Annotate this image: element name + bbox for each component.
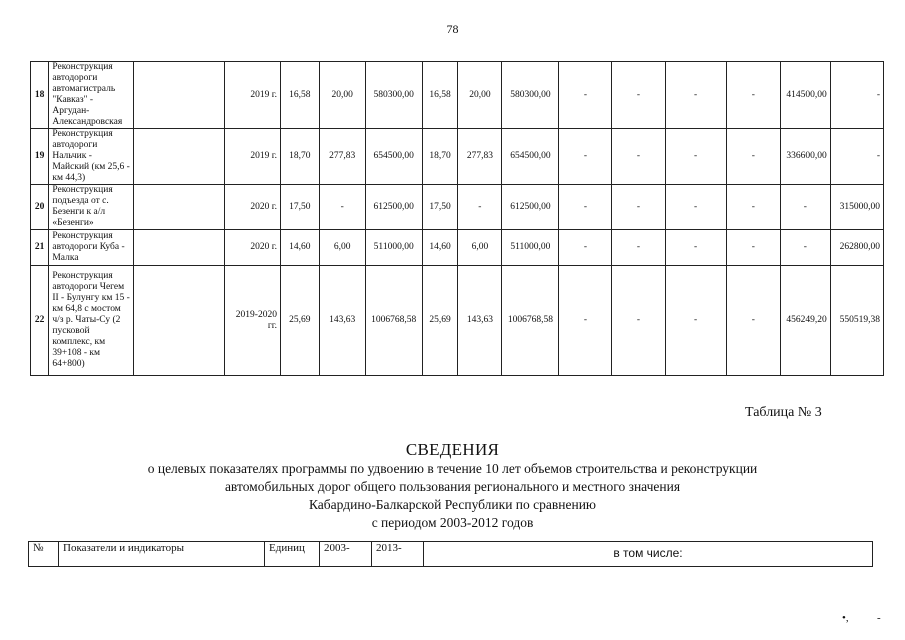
- cell-v3: 580300,00: [365, 62, 422, 129]
- cell-v4: 25,69: [422, 266, 458, 376]
- subtitle-line: автомобильных дорог общего пользования регионального и местного значения: [224, 479, 681, 494]
- cell-d3: -: [665, 129, 726, 185]
- cell-year: 2019 г.: [224, 129, 280, 185]
- roads-table: [30, 61, 884, 376]
- cell-name: Реконструкция автодороги Куба - Малка: [49, 230, 134, 266]
- cell-v7: -: [780, 185, 830, 230]
- cell-v7: 456249,20: [780, 266, 830, 376]
- subtitle-line: о целевых показателях программы по удвоению в течение 10 лет объемов строительства и реконструкции: [147, 461, 758, 476]
- cell-v8: 262800,00: [830, 230, 883, 266]
- subtitle-line: с периодом 2003-2012 годов: [371, 515, 534, 530]
- cell-d3: -: [665, 185, 726, 230]
- cell-v7: 414500,00: [780, 62, 830, 129]
- cell-year: 2019-2020 гг.: [224, 266, 280, 376]
- header-2013: 2013-: [372, 542, 424, 567]
- cell-col2: [134, 129, 225, 185]
- cell-v7: -: [780, 230, 830, 266]
- cell-year: 2020 г.: [224, 230, 280, 266]
- cell-v3: 1006768,58: [365, 266, 422, 376]
- table-row: [31, 62, 884, 129]
- cell-num: 18: [31, 62, 49, 129]
- cell-col2: [134, 185, 225, 230]
- cell-v6: 1006768,58: [502, 266, 559, 376]
- cell-v2: 143,63: [319, 266, 365, 376]
- cell-num: 21: [31, 230, 49, 266]
- cell-d1: -: [559, 230, 612, 266]
- cell-d2: -: [612, 230, 665, 266]
- cell-v3: 654500,00: [365, 129, 422, 185]
- cell-v8: 315000,00: [830, 185, 883, 230]
- cell-d2: -: [612, 62, 665, 129]
- subtitle-line: Кабардино-Балкарской Республики по сравнению: [308, 497, 597, 512]
- cell-v6: 654500,00: [502, 129, 559, 185]
- cell-d1: -: [559, 129, 612, 185]
- document-subtitle: [100, 460, 805, 532]
- cell-num: 22: [31, 266, 49, 376]
- table-row: [31, 129, 884, 185]
- cell-num: 19: [31, 129, 49, 185]
- cell-v3: 612500,00: [365, 185, 422, 230]
- table-row: [31, 185, 884, 230]
- cell-v2: 6,00: [319, 230, 365, 266]
- header-unit: Единиц: [265, 542, 320, 567]
- cell-num: 20: [31, 185, 49, 230]
- cell-v1: 18,70: [280, 129, 319, 185]
- document-title: СВЕДЕНИЯ: [405, 440, 500, 459]
- table-label: Таблица № 3: [745, 405, 822, 420]
- cell-v8: -: [830, 129, 883, 185]
- header-indicators: Показатели и индикаторы: [59, 542, 265, 567]
- cell-name: Реконструкция автодороги Нальчик - Майский (км 25,6 - км 44,3): [49, 129, 134, 185]
- cell-v1: 14,60: [280, 230, 319, 266]
- cell-d2: -: [612, 129, 665, 185]
- cell-v5: -: [458, 185, 502, 230]
- cell-v5: 6,00: [458, 230, 502, 266]
- cell-v1: 25,69: [280, 266, 319, 376]
- cell-v2: 20,00: [319, 62, 365, 129]
- cell-d1: -: [559, 266, 612, 376]
- cell-v5: 20,00: [458, 62, 502, 129]
- header-including: в том числе:: [424, 542, 873, 567]
- cell-d2: -: [612, 266, 665, 376]
- cell-d3: -: [665, 62, 726, 129]
- cell-v3: 511000,00: [365, 230, 422, 266]
- corner-mark: •,: [842, 612, 849, 624]
- cell-v8: 550519,38: [830, 266, 883, 376]
- cell-v6: 580300,00: [502, 62, 559, 129]
- cell-v6: 511000,00: [502, 230, 559, 266]
- cell-d4: -: [726, 129, 780, 185]
- cell-col2: [134, 62, 225, 129]
- cell-d4: -: [726, 266, 780, 376]
- cell-d3: -: [665, 230, 726, 266]
- cell-d4: -: [726, 230, 780, 266]
- cell-name: Реконструкция автодороги Чегем II - Булунгу км 15 - км 64,8 с мостом ч/з р. Чаты-Су (2 пусковой комплекс, км 39+108 - км 64+800): [49, 266, 134, 376]
- cell-v4: 16,58: [422, 62, 458, 129]
- header-2003: 2003-: [320, 542, 372, 567]
- cell-d1: -: [559, 185, 612, 230]
- cell-v4: 17,50: [422, 185, 458, 230]
- header-num: №: [29, 542, 59, 567]
- cell-d1: -: [559, 62, 612, 129]
- cell-v5: 143,63: [458, 266, 502, 376]
- cell-d4: -: [726, 62, 780, 129]
- cell-d4: -: [726, 185, 780, 230]
- cell-v4: 14,60: [422, 230, 458, 266]
- cell-name: Реконструкция подъезда от с. Безенги к а/л «Безенги»: [49, 185, 134, 230]
- table-row: [31, 230, 884, 266]
- cell-v7: 336600,00: [780, 129, 830, 185]
- corner-mark: -: [877, 612, 881, 624]
- cell-year: 2020 г.: [224, 185, 280, 230]
- cell-d2: -: [612, 185, 665, 230]
- indicators-header-table: [28, 541, 873, 567]
- cell-d3: -: [665, 266, 726, 376]
- cell-v2: 277,83: [319, 129, 365, 185]
- cell-year: 2019 г.: [224, 62, 280, 129]
- page-number: 78: [446, 22, 459, 36]
- cell-v8: -: [830, 62, 883, 129]
- cell-col2: [134, 266, 225, 376]
- cell-col2: [134, 230, 225, 266]
- cell-v6: 612500,00: [502, 185, 559, 230]
- table-row: [31, 266, 884, 376]
- cell-v1: 17,50: [280, 185, 319, 230]
- cell-v5: 277,83: [458, 129, 502, 185]
- cell-v2: -: [319, 185, 365, 230]
- cell-v4: 18,70: [422, 129, 458, 185]
- cell-name: Реконструкция автодороги автомагистраль "Кавказ" - Аргудан-Александровская: [49, 62, 134, 129]
- cell-v1: 16,58: [280, 62, 319, 129]
